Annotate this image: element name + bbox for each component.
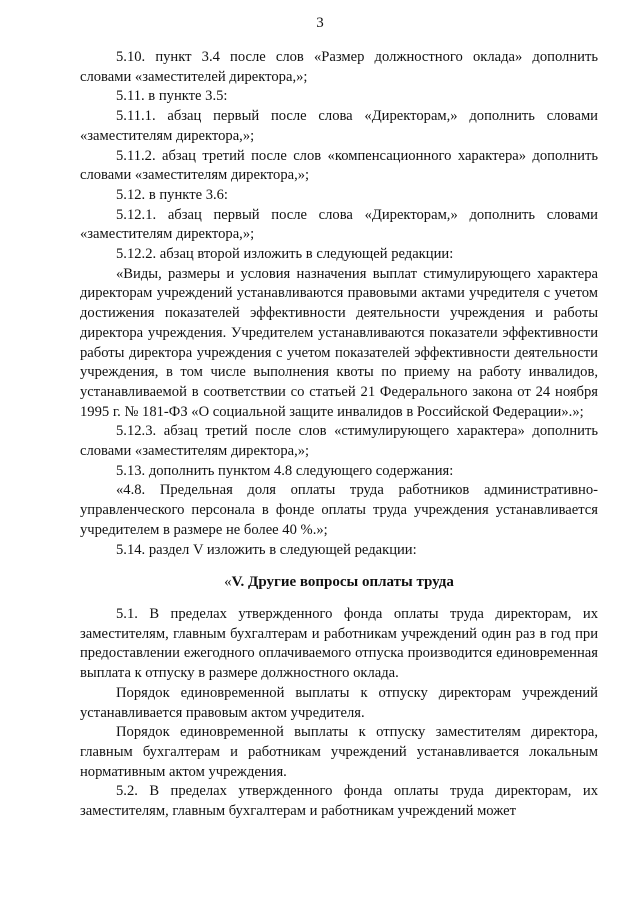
paragraph-order-deputies: Порядок единовременной выплаты к отпуску заместителям директора, главным бухгалтерам и работникам учреждений устанавливается локальным нормативным актом учреждения. [80,724,598,780]
section-open-quote: « [224,574,232,591]
document-body [80,48,598,822]
page-number: 3 [316,15,324,31]
paragraph-5-13: 5.13. дополнить пунктом 4.8 следующего содержания: [116,462,454,479]
paragraph-5-11-2: 5.11.2. абзац третий после слов «компенсационного характера» дополнить словами «заместителям директора,»; [80,147,598,184]
paragraph-order-directors: Порядок единовременной выплаты к отпуску директорам учреждений устанавливается правовым актом учредителя. [80,684,598,721]
paragraph-5-12-1: 5.12.1. абзац первый после слова «Директорам,» дополнить словами «заместителям директора,»; [80,206,598,243]
quoted-paragraph-4-8: «4.8. Предельная доля оплаты труда работников административно-управленческого персонала в фонде оплаты труда учреждения устанавливается учредителем в размере не более 40 %.»; [80,482,598,538]
paragraph-5-12-2: 5.12.2. абзац второй изложить в следующей редакции: [116,246,454,263]
section-title: V. Другие вопросы оплаты труда [231,574,454,591]
paragraph-5-11: 5.11. в пункте 3.5: [116,88,228,105]
paragraph-5-14: 5.14. раздел V изложить в следующей редакции: [116,541,417,558]
paragraph-5-11-1: 5.11.1. абзац первый после слова «Директорам,» дополнить словами «заместителям директора,»; [80,108,598,144]
paragraph-5-12-3: 5.12.3. абзац третий после слов «стимулирующего характера» дополнить словами «заместителям директора,»; [80,423,598,460]
paragraph-section-5-1: 5.1. В пределах утвержденного фонда оплаты труда директорам, их заместителям, главным бухгалтерам и работникам учреждений один раз в год при предоставлении ежегодного оплачиваемого отпуска производится единовременная выплата к отпуску в размере должностного оклада. [80,605,598,682]
quoted-paragraph-incentives: «Виды, размеры и условия назначения выплат стимулирующего характера директорам учреждений устанавливаются правовыми актами учредителя с учетом достижения показателей эффективности деятельности учреждения и работы директора учреждения. Учредителем устанавливаются показатели эффективности работы директора учреждения с учетом показателей эффективности деятельности учреждения, в том числе выполнения квоты по приему на работу инвалидов, устанавливаемой в соответствии со статьей 21 Федерального закона от 24 ноября 1995 г. № 181-ФЗ «О социальной защите инвалидов в Российской Федерации».»; [80,265,598,420]
paragraph-5-12: 5.12. в пункте 3.6: [116,186,228,203]
paragraph-5-10: 5.10. пункт 3.4 после слов «Размер должностного оклада» дополнить словами «заместителей директора,»; [80,49,598,85]
section-heading [80,573,598,593]
paragraph-section-5-2: 5.2. В пределах утвержденного фонда оплаты труда директорам, их заместителям, главным бухгалтерам и работникам учреждений может [80,783,598,820]
